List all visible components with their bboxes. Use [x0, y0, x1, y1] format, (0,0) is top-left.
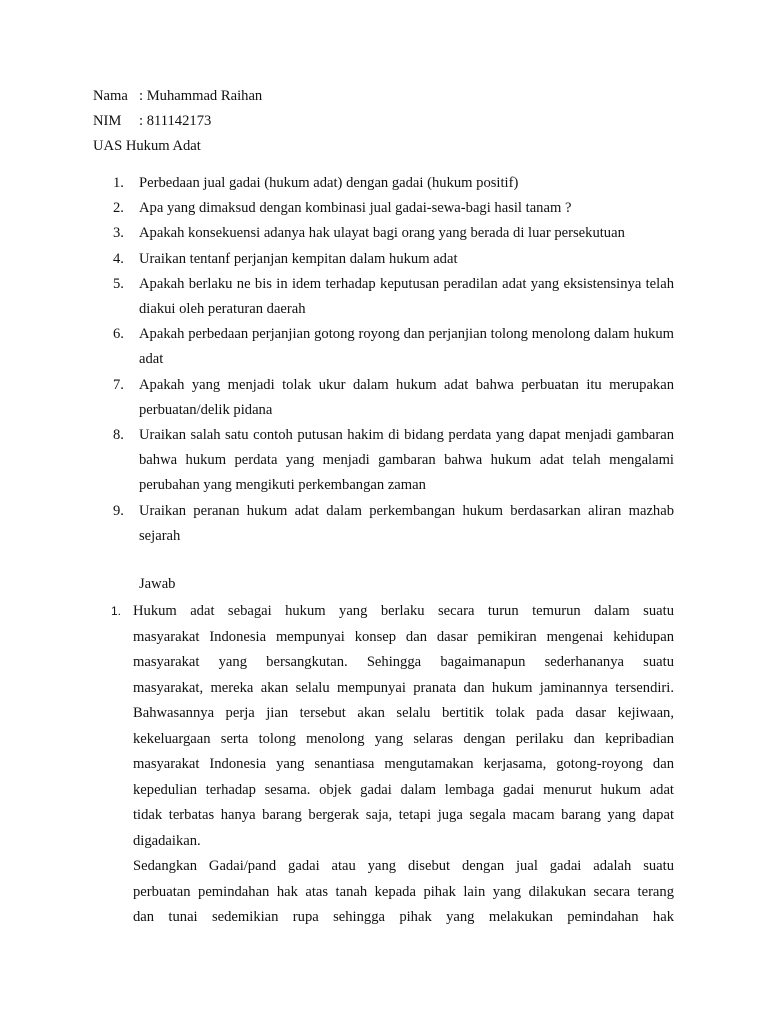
answer-line: masyarakat, mereka akan selalu mempunyai pranata dan hukum jaminannya tersendiri. [133, 679, 674, 696]
student-nim-line [93, 111, 211, 131]
question-number: 2. [113, 200, 124, 217]
nim-label: NIM [93, 113, 122, 129]
question-text: Uraikan tentanf perjanjan kempitan dalam hukum adat [139, 250, 458, 267]
question-number: 5. [113, 275, 124, 292]
question-item [93, 221, 674, 246]
exam-title: UAS Hukum Adat [93, 138, 201, 154]
answer-number: 1. [111, 604, 122, 618]
question-text: Apakah perbedaan perjanjian gotong royong dan perjanjian tolong menolong dalam hukum adat [139, 326, 674, 368]
question-item [93, 171, 674, 196]
question-number: 9. [113, 502, 124, 519]
question-item [93, 196, 674, 221]
question-item [93, 423, 674, 499]
question-item [93, 499, 674, 549]
name-label: Nama [93, 88, 128, 104]
answer-line: masyarakat yang bersangkutan. Sehingga bagaimanapun sederhananya suatu [133, 654, 674, 670]
question-number: 1. [113, 175, 124, 191]
answer-line: kepedulian terhadap sesama. objek gadai dalam lembaga gadai menurut hukum adat [133, 781, 674, 798]
answer-line: Sedangkan Gadai/pand gadai atau yang disebut dengan jual gadai adalah suatu [133, 858, 674, 874]
nim-value: : 811142173 [139, 113, 212, 129]
answer-line: tidak terbatas hanya barang bergerak saja, tetapi juga segala macam barang yang dapat [133, 807, 674, 823]
question-item [93, 373, 674, 423]
question-item [93, 272, 674, 322]
question-number: 7. [113, 376, 124, 393]
question-item [93, 322, 674, 372]
student-name-line [93, 86, 262, 106]
question-text: Apakah yang menjadi tolak ukur dalam hukum adat bahwa perbuatan itu merupakan perbuatan/delik pidana [139, 376, 674, 418]
answer-line: digadaikan. [133, 832, 201, 849]
answer-heading: Jawab [139, 576, 176, 592]
question-text: Apakah berlaku ne bis in idem terhadap keputusan peradilan adat yang eksistensinya telah diakui oleh peraturan daerah [139, 275, 674, 318]
answer-line: Bahwasannya perja jian tersebut akan selalu bertitik tolak pada dasar kejiwaan, [133, 705, 674, 721]
question-number: 4. [113, 250, 124, 267]
question-number: 6. [113, 326, 124, 343]
question-text: Apa yang dimaksud dengan kombinasi jual gadai-sewa-bagi hasil tanam ? [139, 200, 572, 217]
answer-line: masyarakat Indonesia mempunyai konsep dan dasar pemikiran mengenai kehidupan [133, 628, 674, 645]
question-number: 3. [113, 225, 124, 242]
question-text: Perbedaan jual gadai (hukum adat) dengan gadai (hukum positif) [139, 175, 519, 191]
answer-line: perbuatan pemindahan hak atas tanah kepada pihak lain yang dilakukan secara terang [133, 883, 674, 900]
question-text: Uraikan peranan hukum adat dalam perkembangan hukum berdasarkan aliran mazhab sejarah [139, 502, 674, 544]
answer-block [93, 599, 674, 931]
question-number: 8. [113, 427, 124, 444]
name-value: : Muhammad Raihan [139, 88, 263, 104]
question-list [93, 171, 674, 549]
answer-line: masyarakat Indonesia yang senantiasa mengutamakan kerjasama, gotong-royong dan [133, 756, 674, 772]
answer-line: Hukum adat sebagai hukum yang berlaku secara turun temurun dalam suatu [133, 603, 674, 619]
answer-line: kekeluargaan serta tolong menolong yang selaras dengan perilaku dan kepribadian [133, 730, 674, 747]
answer-line: dan tunai sedemikian rupa sehingga pihak yang melakukan pemindahan hak [133, 909, 674, 925]
question-item [93, 247, 674, 272]
question-text: Apakah konsekuensi adanya hak ulayat bagi orang yang berada di luar persekutuan [139, 225, 625, 242]
question-text: Uraikan salah satu contoh putusan hakim di bidang perdata yang dapat menjadi gambaran bahwa hukum perdata yang menjadi gambaran bahwa hukum adat telah mengalami perubahan yang mengikuti perkembangan zaman [139, 427, 674, 494]
